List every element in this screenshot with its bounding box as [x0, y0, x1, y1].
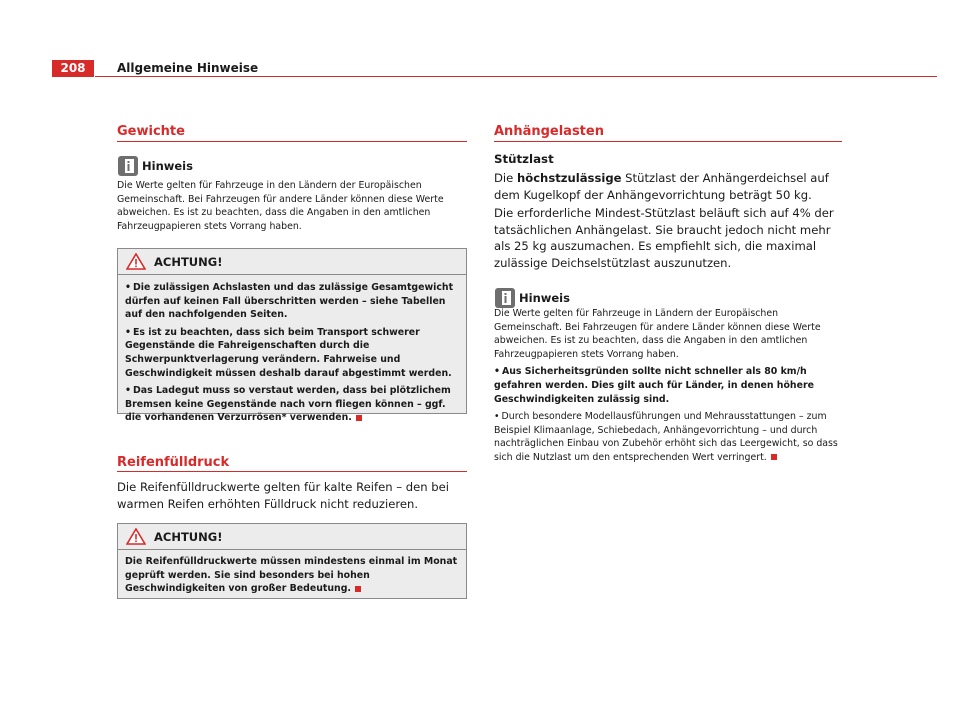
warning-label: ACHTUNG!: [154, 254, 223, 269]
page-header-title: Allgemeine Hinweise: [117, 61, 259, 75]
info-book-icon: [495, 288, 515, 308]
stop-square-icon: [356, 415, 362, 421]
section-rule-trailer: [494, 141, 842, 142]
note-header-trailer: [495, 288, 570, 308]
section-rule-tyres: [117, 471, 467, 472]
section-rule-weights: [117, 141, 467, 142]
section-title-tyres: Reifenfülldruck: [117, 455, 230, 470]
note-text-trailer: Die Werte gelten für Fahrzeuge in Ländern der Europäischen Gemeinschaft. Bei Fahrzeugen für andere Länder können diese Werte abweichen. Es ist zu beachten, dass die Angaben in den amtlichen Fahrzeugpapieren stets Vorrang haben. • Aus Sicherheitsgründen sollte nicht schneller als 80 km/h gefahren werden. Dies gilt auch für Länder, in denen höhere Geschwindigkeiten zulässig sind. • Durch besondere Modellausführungen und Mehrausstattungen – zum Beispiel Klimaanlage, Schiebedach, Anhängevorrichtung – und durch nachträglichen Einbau von Zubehör erhöht sich das Leergewicht, so dass sich die Nutzlast um den entsprechenden Wert verringert.: [494, 307, 842, 469]
warning-box-tyres: [117, 523, 467, 599]
warning-item: • Die zulässigen Achslasten und das zulässige Gesamtgewicht dürfen auf keinen Fall überschritten werden – siehe Tabellen auf den nachfolgenden Seiten.: [125, 282, 454, 321]
note-header-weights: [118, 156, 193, 176]
warning-item: • Es ist zu beachten, dass sich beim Transport schwerer Gegenstände die Fahreigenschaften durch die Schwerpunktverlagerung verändern. Fahrweise und Geschwindigkeit müssen deshalb darauf abgestimmt werden.: [125, 326, 452, 379]
header-rule: [95, 76, 937, 77]
warning-triangle-icon: [126, 253, 146, 270]
note-bullet: • Durch besondere Modellausführungen und Mehrausstattungen – zum Beispiel Klimaanlage, Schiebedach, Anhängevorrichtung – und durch nachträglichen Einbau von Zubehör erhöht sich das Leergewicht, so dass sich die Nutzlast um den entsprechenden Wert verringert.: [494, 411, 838, 463]
note-text-weights: Die Werte gelten für Fahrzeuge in den Ländern der Europäischen Gemeinschaft. Bei Fahrzeugen für andere Länder können diese Werte abweichen. Es ist zu beachten, dass die Angaben in den amtlichen Fahrzeugpapieren stets Vorrang haben.: [117, 180, 444, 232]
page-number: 208: [52, 60, 94, 77]
subhead-support-load: Stützlast: [494, 152, 554, 166]
tyres-text: Die Reifenfülldruckwerte gelten für kalte Reifen – den bei warmen Reifen erhöhten Fülldruck nicht reduzieren.: [117, 480, 449, 511]
warning-box-weights: [117, 248, 467, 424]
stop-square-icon: [771, 454, 777, 460]
info-book-icon: [118, 156, 138, 176]
trailer-paragraph-2: Die erforderliche Mindest-Stützlast beläuft sich auf 4% der tatsächlichen Anhängelast. Sie braucht jedoch nicht mehr als 25 kg auszumachen. Es empfiehlt sich, die maximal zulässige Deichselstützlast auszunutzen.: [494, 206, 834, 270]
note-label: Hinweis: [142, 159, 193, 173]
trailer-paragraph-1: Die höchstzulässige Stützlast der Anhängerdeichsel auf dem Kugelkopf der Anhängevorrichtung beträgt 50 kg.: [494, 171, 829, 202]
warning-header: [118, 249, 466, 275]
note-bullet: • Aus Sicherheitsgründen sollte nicht schneller als 80 km/h gefahren werden. Dies gilt auch für Länder, in denen höhere Geschwindigkeiten zulässig sind.: [494, 366, 814, 405]
warning-triangle-icon: [126, 528, 146, 545]
warning-item: Die Reifenfülldruckwerte müssen mindestens einmal im Monat geprüft werden. Sie sind besonders bei hohen Geschwindigkeiten von großer Bedeutung.: [125, 556, 458, 595]
warning-body-tyres: [125, 555, 459, 600]
note-label: Hinweis: [519, 291, 570, 305]
section-title-weights: Gewichte: [117, 124, 185, 139]
warning-body-weights: [125, 281, 459, 429]
warning-header: [118, 524, 466, 550]
stop-square-icon: [355, 586, 361, 592]
section-title-trailer: Anhängelasten: [494, 124, 604, 139]
warning-item: • Das Ladegut muss so verstaut werden, dass bei plötzlichem Bremsen keine Gegenstände nach vorn fliegen können – ggf. die vorhandenen Verzurrösen* verwenden.: [125, 385, 451, 424]
warning-label: ACHTUNG!: [154, 529, 223, 544]
